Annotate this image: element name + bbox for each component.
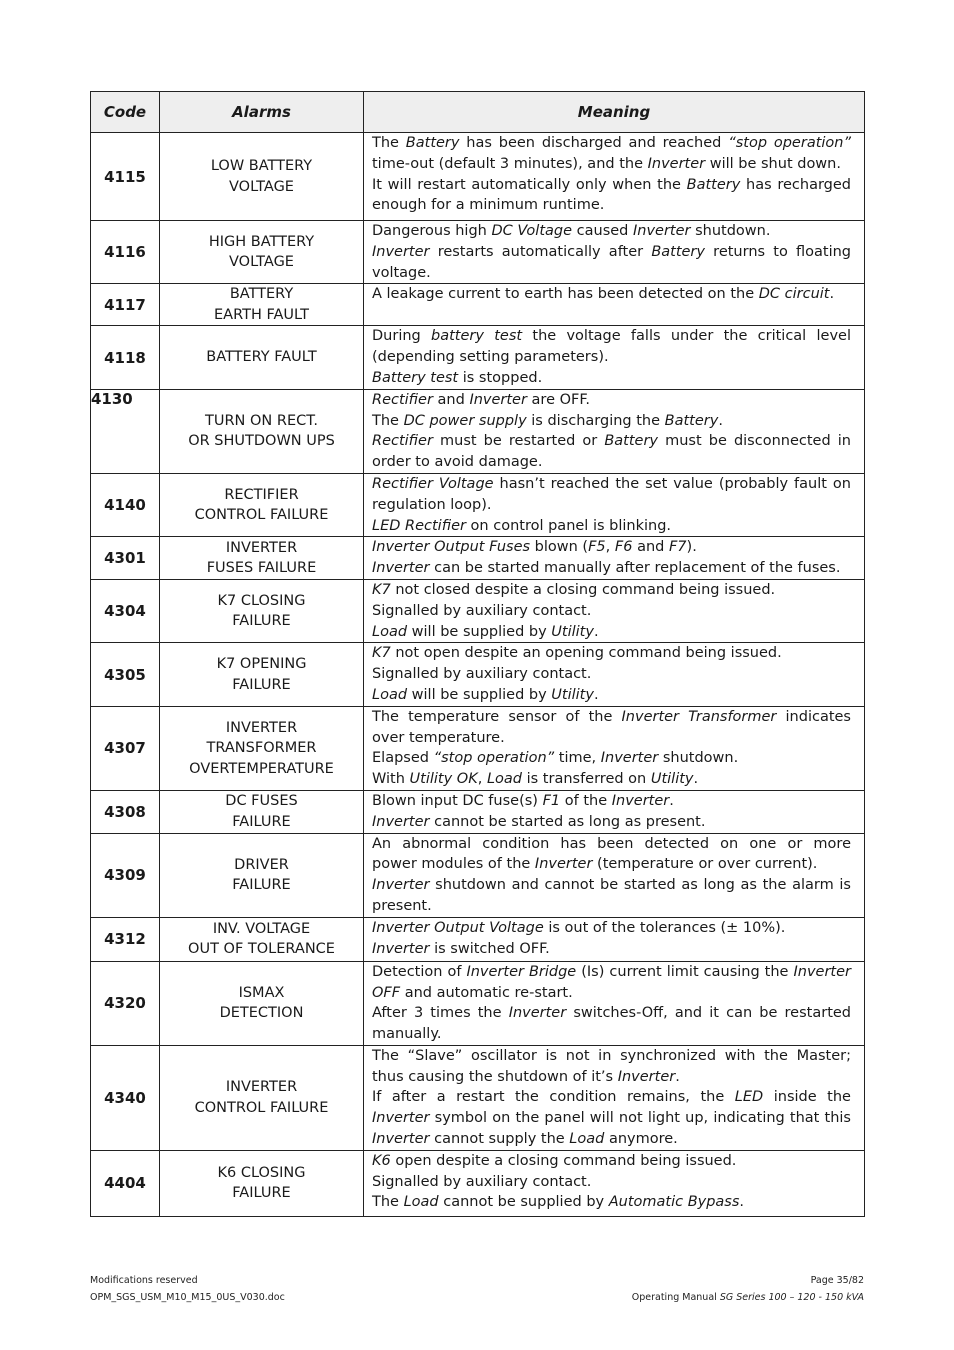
meaning-line <box>372 1108 851 1129</box>
meaning-text: returns to floating <box>704 243 851 260</box>
meaning-line <box>372 1192 851 1213</box>
meaning-term: Inverter <box>372 877 430 894</box>
meaning-text: has recharged <box>740 176 851 193</box>
alarm-meaning <box>364 706 865 790</box>
footer-page-number: Page 35/82 <box>810 1275 864 1286</box>
alarm-meaning <box>364 1045 865 1150</box>
meaning-term: K6 <box>372 1152 391 1169</box>
alarm-name-line: INV. VOLTAGE <box>212 920 311 937</box>
meaning-term: DC power supply <box>403 412 527 429</box>
meaning-text: shutdown. <box>658 750 739 767</box>
meaning-line <box>372 1129 851 1150</box>
meaning-line <box>372 939 851 960</box>
meaning-text: ). <box>686 539 697 556</box>
table-header-row <box>91 92 865 133</box>
alarm-code: 4117 <box>91 284 160 326</box>
meaning-text: will be supplied by <box>407 686 552 703</box>
alarm-code: 4118 <box>91 326 160 389</box>
meaning-term: Inverter <box>372 1110 430 1127</box>
meaning-line <box>372 1087 851 1108</box>
meaning-line <box>372 516 851 537</box>
meaning-line <box>372 643 851 664</box>
alarm-code-table <box>90 91 865 1217</box>
meaning-text: present. <box>372 897 432 914</box>
meaning-line <box>372 537 851 558</box>
alarm-code: 4312 <box>91 917 160 961</box>
meaning-line <box>372 875 851 896</box>
alarm-name-line: INVERTER <box>225 1079 298 1096</box>
meaning-line <box>372 983 851 1004</box>
alarm-meaning <box>364 473 865 536</box>
alarm-code: 4309 <box>91 833 160 917</box>
meaning-text: . <box>739 1194 745 1211</box>
footer-document-filename: OPM_SGS_USM_M10_M15_0US_V030.doc <box>90 1292 285 1303</box>
meaning-term: Inverter <box>534 856 593 873</box>
meaning-line <box>372 1151 851 1172</box>
alarm-name <box>160 961 364 1045</box>
meaning-text: will be supplied by <box>407 623 552 640</box>
alarm-name-line: DETECTION <box>219 1005 304 1022</box>
alarm-name-line: TURN ON RECT. <box>205 412 318 429</box>
meaning-line <box>372 474 851 495</box>
alarm-name-line: FAILURE <box>232 676 291 693</box>
meaning-text: over temperature. <box>372 729 505 746</box>
meaning-text: is stopped. <box>458 369 543 386</box>
meaning-text: The <box>372 412 404 429</box>
meaning-line <box>372 728 851 749</box>
meaning-line <box>372 601 851 622</box>
meaning-term: battery test <box>431 328 523 345</box>
meaning-text: inside the <box>763 1089 851 1106</box>
column-header-alarms: Alarms <box>160 92 364 133</box>
meaning-term: Rectifier <box>372 433 433 450</box>
table-row <box>91 537 865 580</box>
alarm-name <box>160 790 364 833</box>
meaning-line <box>372 1003 851 1024</box>
column-header-code: Code <box>91 92 160 133</box>
meaning-term: Inverter Bridge <box>466 963 577 980</box>
table-body <box>91 133 865 1217</box>
meaning-text: power modules of the <box>372 856 535 873</box>
alarm-name-line: LOW BATTERY <box>210 158 313 174</box>
alarm-name-line: FAILURE <box>232 613 291 630</box>
meaning-text: If after a restart the condition remains, the <box>372 1089 735 1106</box>
alarm-name <box>160 917 364 961</box>
alarm-meaning <box>364 1150 865 1216</box>
table-row <box>91 1150 865 1216</box>
meaning-line <box>372 748 851 769</box>
alarm-code: 4308 <box>91 790 160 833</box>
meaning-term: Utility <box>551 623 594 640</box>
meaning-text: After 3 times the <box>372 1005 509 1022</box>
table-row <box>91 284 865 326</box>
meaning-term: Inverter Output Voltage <box>372 919 544 936</box>
alarm-name-line: DRIVER <box>234 856 289 873</box>
meaning-term: Rectifier Voltage <box>372 475 494 492</box>
meaning-line <box>372 962 851 983</box>
meaning-line <box>372 242 851 263</box>
meaning-line <box>372 284 851 305</box>
table-row <box>91 706 865 790</box>
meaning-text: The “Slave” oscillator is not in synchronized with the Master; <box>372 1047 851 1064</box>
meaning-text: on control panel is blinking. <box>465 517 672 534</box>
meaning-text: It will restart automatically only when the <box>372 176 687 193</box>
alarm-meaning <box>364 284 865 326</box>
meaning-text: cannot be supplied by <box>438 1194 609 1211</box>
meaning-term: LED <box>734 1089 764 1106</box>
meaning-line <box>372 791 851 812</box>
meaning-term: Battery test <box>372 369 459 386</box>
meaning-text: caused <box>572 223 633 239</box>
meaning-line <box>372 1046 851 1067</box>
alarm-name-line: BATTERY FAULT <box>206 349 317 366</box>
meaning-term: Inverter <box>508 1005 567 1022</box>
meaning-term: Inverter <box>611 792 670 809</box>
meaning-text: not closed despite a closing command being issued. <box>390 581 776 598</box>
meaning-term: Inverter Output Fuses <box>372 539 531 556</box>
table-row <box>91 790 865 833</box>
meaning-term: Inverter <box>633 223 691 239</box>
meaning-text: the voltage falls under the critical level <box>522 328 851 345</box>
meaning-text: hasn’t reached the set value (probably fault on <box>493 475 851 492</box>
alarm-name-line: VOLTAGE <box>229 254 294 271</box>
meaning-line <box>372 707 851 728</box>
meaning-term: Load <box>372 686 408 703</box>
meaning-text: and automatic re-start. <box>400 984 573 1001</box>
meaning-text: With <box>372 771 410 788</box>
alarm-code: 4307 <box>91 706 160 790</box>
meaning-text: regulation loop). <box>372 496 492 513</box>
table-row <box>91 1045 865 1150</box>
meaning-line <box>372 431 851 452</box>
footer-manual-title-prefix: Operating Manual <box>631 1292 720 1303</box>
alarm-meaning <box>364 790 865 833</box>
alarm-name-line: TRANSFORMER <box>206 740 317 757</box>
alarm-meaning <box>364 643 865 706</box>
alarm-name-line: FAILURE <box>232 813 291 830</box>
meaning-text: During <box>372 328 432 345</box>
footer-modifications-note: Modifications reserved <box>90 1275 198 1286</box>
meaning-line <box>372 1024 851 1045</box>
meaning-text: (depending setting parameters). <box>372 349 609 366</box>
meaning-text: Signalled by auxiliary contact. <box>372 666 592 683</box>
meaning-text: Dangerous high <box>372 223 492 239</box>
meaning-line <box>372 918 851 939</box>
alarm-meaning <box>364 961 865 1045</box>
alarm-name <box>160 473 364 536</box>
alarm-meaning <box>364 579 865 642</box>
meaning-term: “stop operation” <box>433 750 555 767</box>
alarm-name-line: K7 OPENING <box>216 656 307 673</box>
alarm-name-line: EARTH FAULT <box>214 306 309 323</box>
meaning-term: Rectifier <box>372 391 433 408</box>
meaning-text: enough for a minimum runtime. <box>372 197 605 214</box>
table-row <box>91 917 865 961</box>
meaning-text: has been discharged and reached <box>459 135 729 151</box>
meaning-line <box>372 580 851 601</box>
meaning-line <box>372 622 851 643</box>
table-row <box>91 961 865 1045</box>
alarm-name-line: INVERTER <box>225 539 298 556</box>
alarm-name-line: FAILURE <box>232 877 291 894</box>
meaning-line <box>372 664 851 685</box>
meaning-text: switches-Off, and it can be restarted <box>566 1005 852 1022</box>
meaning-text: thus causing the shutdown of it’s <box>372 1068 618 1085</box>
alarm-code: 4404 <box>91 1150 160 1216</box>
meaning-term: Utility OK <box>409 771 478 788</box>
meaning-text: time-out (default 3 minutes), and the <box>372 155 648 172</box>
alarm-meaning <box>364 917 865 961</box>
alarm-name <box>160 326 364 389</box>
meaning-text: can be started manually after replacement of the fuses. <box>429 560 841 577</box>
alarm-code: 4130 <box>91 389 160 473</box>
meaning-text: , <box>605 539 615 556</box>
alarm-name-line: FUSES FAILURE <box>206 560 317 577</box>
alarm-name-line: OUT OF TOLERANCE <box>188 941 335 958</box>
meaning-text: anymore. <box>604 1131 678 1148</box>
meaning-text: . <box>829 286 835 303</box>
meaning-term: Inverter <box>793 963 851 980</box>
meaning-term: Inverter <box>372 560 430 577</box>
meaning-line <box>372 1172 851 1193</box>
alarm-meaning <box>364 221 865 284</box>
meaning-text: shutdown. <box>690 223 771 239</box>
meaning-term: Inverter <box>372 1131 430 1148</box>
alarm-code: 4301 <box>91 537 160 580</box>
meaning-term: Inverter <box>372 940 430 957</box>
alarm-name-line: K7 CLOSING <box>217 592 306 609</box>
meaning-term: Inverter <box>600 750 659 767</box>
meaning-line <box>372 452 851 473</box>
meaning-text: (Is) current limit causing the <box>576 963 794 980</box>
meaning-text: Detection of <box>372 963 467 980</box>
alarm-code: 4305 <box>91 643 160 706</box>
meaning-line <box>372 263 851 284</box>
meaning-term: Inverter <box>372 813 430 830</box>
meaning-text: The <box>372 135 406 151</box>
meaning-line <box>372 896 851 917</box>
meaning-term: Battery <box>604 433 659 450</box>
alarm-name-line: ISMAX <box>238 984 285 1001</box>
meaning-text: symbol on the panel will not light up, indicating that this <box>429 1110 851 1127</box>
meaning-term: Battery <box>664 412 719 429</box>
meaning-text: . <box>669 792 674 809</box>
alarm-name <box>160 1045 364 1150</box>
meaning-text: , <box>477 771 487 788</box>
meaning-term: Load <box>372 623 408 640</box>
table-row <box>91 389 865 473</box>
meaning-term: Automatic Bypass <box>608 1194 740 1211</box>
alarm-name <box>160 221 364 284</box>
meaning-line <box>372 812 851 833</box>
alarm-name-line: OVERTEMPERATURE <box>189 760 334 777</box>
alarm-name-line: K6 CLOSING <box>217 1164 306 1181</box>
alarm-meaning <box>364 537 865 580</box>
alarm-name <box>160 389 364 473</box>
alarm-meaning <box>364 133 865 221</box>
meaning-text: is transferred on <box>522 771 651 788</box>
alarm-meaning <box>364 326 865 389</box>
alarm-name <box>160 579 364 642</box>
meaning-text: . <box>693 771 699 788</box>
meaning-line <box>372 221 851 242</box>
alarm-meaning <box>364 833 865 917</box>
meaning-line <box>372 133 851 154</box>
alarm-name-line: CONTROL FAILURE <box>194 507 329 524</box>
meaning-term: Inverter <box>647 155 706 172</box>
meaning-text: open despite a closing command being issued. <box>390 1152 737 1169</box>
meaning-text: is discharging the <box>526 412 665 429</box>
meaning-line <box>372 347 851 368</box>
alarm-name-line: FAILURE <box>232 1185 291 1202</box>
meaning-term: Inverter <box>469 391 527 408</box>
table-row <box>91 221 865 284</box>
meaning-term: Load <box>486 771 522 788</box>
meaning-line <box>372 154 851 175</box>
table-row <box>91 643 865 706</box>
meaning-line <box>372 685 851 706</box>
column-header-meaning: Meaning <box>364 92 865 133</box>
table-row <box>91 473 865 536</box>
meaning-text: . <box>593 686 599 703</box>
alarm-code: 4304 <box>91 579 160 642</box>
meaning-term: Battery <box>651 243 705 260</box>
meaning-line <box>372 769 851 790</box>
meaning-text: is switched OFF. <box>429 940 550 957</box>
meaning-text: and <box>432 391 470 408</box>
meaning-text: order to avoid damage. <box>372 454 543 471</box>
meaning-term: Load <box>569 1131 605 1148</box>
meaning-term: “stop operation” <box>728 135 851 151</box>
meaning-text: . <box>593 623 599 640</box>
meaning-line <box>372 368 851 389</box>
meaning-term: DC circuit <box>758 286 830 303</box>
footer-manual-title <box>632 1292 864 1303</box>
alarm-name <box>160 643 364 706</box>
meaning-text: (temperature or over current). <box>592 856 818 873</box>
meaning-text: is out of the tolerances (± 10%). <box>543 919 786 936</box>
meaning-text: . <box>718 412 723 429</box>
meaning-text: are OFF. <box>526 391 590 408</box>
meaning-text: . <box>675 1068 680 1085</box>
alarm-name-line: HIGH BATTERY <box>208 233 315 250</box>
alarm-name-line: OR SHUTDOWN UPS <box>188 433 335 450</box>
meaning-term: Utility <box>650 771 694 788</box>
table-row <box>91 326 865 389</box>
meaning-text: cannot supply the <box>429 1131 570 1148</box>
meaning-text: Elapsed <box>372 750 434 767</box>
alarm-name <box>160 133 364 221</box>
meaning-line <box>372 834 851 855</box>
meaning-term: F5 <box>588 539 606 556</box>
meaning-text: blown ( <box>530 539 589 556</box>
meaning-term: F7 <box>668 539 687 556</box>
meaning-term: Utility <box>551 686 594 703</box>
meaning-term: K7 <box>372 581 391 598</box>
meaning-line <box>372 195 851 216</box>
meaning-text: manually. <box>372 1026 442 1043</box>
meaning-line <box>372 411 851 432</box>
meaning-text: must be restarted or <box>432 433 605 450</box>
meaning-term: F6 <box>614 539 633 556</box>
footer-manual-title-series: SG Series 100 – 120 - 150 kVA <box>719 1292 864 1303</box>
alarm-code: 4140 <box>91 473 160 536</box>
meaning-term: Inverter <box>617 1068 676 1085</box>
meaning-line <box>372 495 851 516</box>
alarm-code: 4340 <box>91 1045 160 1150</box>
alarm-name-line: RECTIFIER <box>224 486 299 503</box>
meaning-text: Signalled by auxiliary contact. <box>372 1173 592 1190</box>
meaning-text: indicates <box>776 708 851 725</box>
table-row <box>91 579 865 642</box>
alarm-name <box>160 1150 364 1216</box>
meaning-text: must be disconnected in <box>658 433 851 450</box>
meaning-line <box>372 558 851 579</box>
meaning-text: restarts automatically after <box>429 243 652 260</box>
meaning-text: of the <box>560 792 612 809</box>
table-row <box>91 833 865 917</box>
meaning-term: Battery <box>686 176 741 193</box>
alarm-name-line: CONTROL FAILURE <box>194 1099 329 1116</box>
meaning-line <box>372 854 851 875</box>
meaning-line <box>372 326 851 347</box>
table-row <box>91 133 865 221</box>
alarm-name <box>160 284 364 326</box>
meaning-text: An abnormal condition has been detected on one or more <box>372 835 851 852</box>
meaning-text: time, <box>554 750 601 767</box>
alarm-name-line: VOLTAGE <box>229 178 294 195</box>
alarm-name <box>160 833 364 917</box>
meaning-text: cannot be started as long as present. <box>429 813 706 830</box>
alarm-name <box>160 537 364 580</box>
alarm-code: 4116 <box>91 221 160 284</box>
meaning-text: not open despite an opening command being issued. <box>390 645 782 662</box>
meaning-term: Inverter Transformer <box>621 708 777 725</box>
alarm-name-line: DC FUSES <box>225 793 298 810</box>
meaning-text: The temperature sensor of the <box>372 708 622 725</box>
meaning-term: F1 <box>542 792 561 809</box>
meaning-text: will be shut down. <box>705 155 841 172</box>
meaning-term: Load <box>403 1194 439 1211</box>
alarm-code: 4115 <box>91 133 160 221</box>
meaning-line <box>372 175 851 196</box>
meaning-text: Blown input DC fuse(s) <box>372 792 543 809</box>
meaning-text: The <box>372 1194 404 1211</box>
alarm-name-line: INVERTER <box>225 719 298 736</box>
alarm-code: 4320 <box>91 961 160 1045</box>
alarm-name-line: BATTERY <box>229 286 294 303</box>
meaning-term: LED Rectifier <box>372 517 466 534</box>
meaning-term: Inverter <box>372 243 430 260</box>
meaning-line <box>372 390 851 411</box>
meaning-term: K7 <box>372 645 391 662</box>
meaning-line <box>372 1067 851 1088</box>
meaning-text: A leakage current to earth has been detected on the <box>372 286 759 303</box>
meaning-text: Signalled by auxiliary contact. <box>372 602 592 619</box>
meaning-text: voltage. <box>372 264 431 281</box>
alarm-meaning <box>364 389 865 473</box>
meaning-text: and <box>632 539 669 556</box>
meaning-term: OFF <box>372 984 401 1001</box>
meaning-term: Battery <box>405 135 460 151</box>
meaning-term: DC Voltage <box>491 223 573 239</box>
alarm-name <box>160 706 364 790</box>
meaning-text: shutdown and cannot be started as long as the alarm is <box>429 877 851 894</box>
